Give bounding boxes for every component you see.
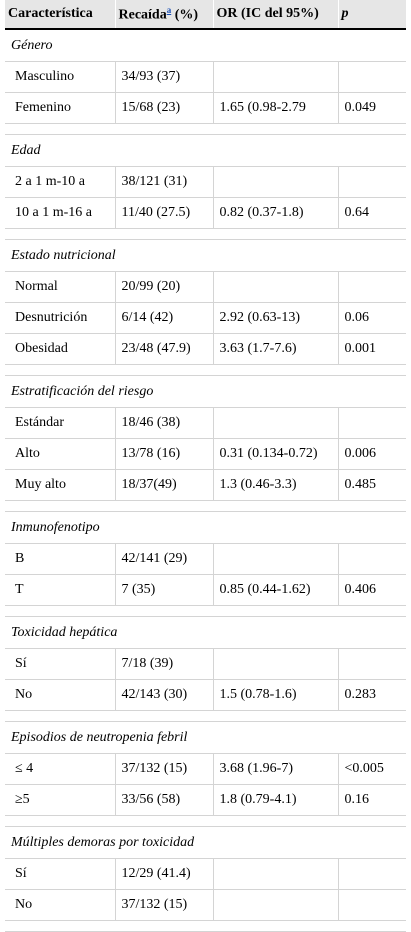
table-row — [5, 62, 406, 93]
table-row — [5, 890, 406, 921]
table-row — [5, 272, 406, 303]
row-label-cell: No — [5, 680, 115, 711]
section-title: Múltiples demoras por toxicidad — [5, 827, 406, 859]
table-row — [5, 680, 406, 711]
row-label-cell: B — [5, 544, 115, 575]
table-row — [5, 439, 406, 470]
table-row — [5, 575, 406, 606]
p-value-cell: 0.406 — [338, 575, 406, 606]
header-odds-ratio: OR (IC del 95%) — [213, 0, 338, 29]
p-value-cell — [338, 272, 406, 303]
p-value-cell — [338, 890, 406, 921]
table-row — [5, 93, 406, 124]
relapse-cell: 37/132 (15) — [115, 890, 213, 921]
relapse-cell: 13/78 (16) — [115, 439, 213, 470]
odds-ratio-cell — [213, 649, 338, 680]
section-title: Inmunofenotipo — [5, 512, 406, 544]
p-value-cell: 0.283 — [338, 680, 406, 711]
row-label-cell: Normal — [5, 272, 115, 303]
p-value-cell — [338, 167, 406, 198]
p-value-cell: 0.001 — [338, 334, 406, 365]
odds-ratio-cell — [213, 62, 338, 93]
section-header-row — [5, 512, 406, 544]
odds-ratio-cell: 0.82 (0.37-1.8) — [213, 198, 338, 229]
table-row — [5, 334, 406, 365]
row-label-cell: Muy alto — [5, 470, 115, 501]
row-label-cell: ≤ 4 — [5, 754, 115, 785]
header-characteristic: Característica — [5, 0, 115, 29]
spacer-cell — [5, 816, 406, 827]
relapse-cell: 11/40 (27.5) — [115, 198, 213, 229]
table-row — [5, 303, 406, 334]
odds-ratio-cell: 3.68 (1.96-7) — [213, 754, 338, 785]
row-label-cell: Masculino — [5, 62, 115, 93]
row-label-cell: 2 a 1 m-10 a — [5, 167, 115, 198]
odds-ratio-cell — [213, 859, 338, 890]
odds-ratio-cell: 0.31 (0.134-0.72) — [213, 439, 338, 470]
table-row — [5, 785, 406, 816]
header-relapse-suffix: (%) — [171, 7, 199, 23]
relapse-cell: 12/29 (41.4) — [115, 859, 213, 890]
spacer-cell — [5, 711, 406, 722]
odds-ratio-cell — [213, 408, 338, 439]
p-value-cell — [338, 649, 406, 680]
table-row — [5, 408, 406, 439]
section-spacer — [5, 501, 406, 512]
section-header-row — [5, 29, 406, 62]
section-title: Género — [5, 29, 406, 62]
spacer-cell — [5, 229, 406, 240]
relapse-cell: 7 (35) — [115, 575, 213, 606]
table-row — [5, 470, 406, 501]
odds-ratio-cell: 1.5 (0.78-1.6) — [213, 680, 338, 711]
section-spacer — [5, 124, 406, 135]
relapse-cell: 7/18 (39) — [115, 649, 213, 680]
section-header-row — [5, 376, 406, 408]
table-header — [5, 0, 406, 29]
section-spacer — [5, 606, 406, 617]
relapse-cell: 33/56 (58) — [115, 785, 213, 816]
section-spacer — [5, 365, 406, 376]
row-label-cell: Sí — [5, 649, 115, 680]
row-label-cell: T — [5, 575, 115, 606]
header-p-value: p — [338, 0, 406, 29]
p-value-cell — [338, 62, 406, 93]
table-body — [5, 29, 406, 932]
relapse-cell: 42/141 (29) — [115, 544, 213, 575]
table-row — [5, 754, 406, 785]
relapse-cell: 37/132 (15) — [115, 754, 213, 785]
p-value-cell — [338, 859, 406, 890]
header-relapse — [115, 0, 213, 29]
table-row — [5, 544, 406, 575]
table-row — [5, 859, 406, 890]
relapse-cell: 18/46 (38) — [115, 408, 213, 439]
p-value-cell: 0.64 — [338, 198, 406, 229]
p-value-cell — [338, 408, 406, 439]
odds-ratio-cell — [213, 167, 338, 198]
section-header-row — [5, 617, 406, 649]
p-value-cell: 0.485 — [338, 470, 406, 501]
relapse-cell: 20/99 (20) — [115, 272, 213, 303]
section-header-row — [5, 827, 406, 859]
p-value-cell — [338, 544, 406, 575]
p-value-cell: 0.16 — [338, 785, 406, 816]
p-value-cell: 0.06 — [338, 303, 406, 334]
p-value-cell: 0.006 — [338, 439, 406, 470]
relapse-cell: 42/143 (30) — [115, 680, 213, 711]
row-label-cell: Sí — [5, 859, 115, 890]
footnote-link[interactable]: a — [166, 4, 172, 15]
row-label-cell: No — [5, 890, 115, 921]
spacer-cell — [5, 124, 406, 135]
relapse-cell: 38/121 (31) — [115, 167, 213, 198]
relapse-cell: 34/93 (37) — [115, 62, 213, 93]
section-spacer — [5, 921, 406, 932]
table-row — [5, 198, 406, 229]
relapse-cell: 18/37(49) — [115, 470, 213, 501]
row-label-cell: 10 a 1 m-16 a — [5, 198, 115, 229]
table-row — [5, 167, 406, 198]
row-label-cell: ≥5 — [5, 785, 115, 816]
relapse-cell: 15/68 (23) — [115, 93, 213, 124]
section-header-row — [5, 722, 406, 754]
spacer-cell — [5, 365, 406, 376]
row-label-cell: Obesidad — [5, 334, 115, 365]
odds-ratio-cell — [213, 272, 338, 303]
odds-ratio-cell: 1.3 (0.46-3.3) — [213, 470, 338, 501]
section-title: Estado nutricional — [5, 240, 406, 272]
row-label-cell: Femenino — [5, 93, 115, 124]
row-label-cell: Alto — [5, 439, 115, 470]
p-value-cell: <0.005 — [338, 754, 406, 785]
section-header-row — [5, 135, 406, 167]
section-spacer — [5, 711, 406, 722]
odds-ratio-cell: 3.63 (1.7-7.6) — [213, 334, 338, 365]
section-spacer — [5, 229, 406, 240]
header-row — [5, 0, 406, 29]
relapse-risk-table — [5, 0, 406, 932]
odds-ratio-cell: 1.8 (0.79-4.1) — [213, 785, 338, 816]
relapse-cell: 6/14 (42) — [115, 303, 213, 334]
relapse-cell: 23/48 (47.9) — [115, 334, 213, 365]
table-row — [5, 649, 406, 680]
odds-ratio-cell — [213, 890, 338, 921]
spacer-cell — [5, 921, 406, 932]
section-header-row — [5, 240, 406, 272]
row-label-cell: Desnutrición — [5, 303, 115, 334]
section-spacer — [5, 816, 406, 827]
spacer-cell — [5, 606, 406, 617]
odds-ratio-cell: 2.92 (0.63-13) — [213, 303, 338, 334]
section-title: Toxicidad hepática — [5, 617, 406, 649]
section-title: Estratificación del riesgo — [5, 376, 406, 408]
row-label-cell: Estándar — [5, 408, 115, 439]
odds-ratio-cell: 1.65 (0.98-2.79 — [213, 93, 338, 124]
p-value-cell: 0.049 — [338, 93, 406, 124]
odds-ratio-cell — [213, 544, 338, 575]
odds-ratio-cell: 0.85 (0.44-1.62) — [213, 575, 338, 606]
header-relapse-label: Recaída — [118, 7, 167, 23]
section-title: Edad — [5, 135, 406, 167]
section-title: Episodios de neutropenia febril — [5, 722, 406, 754]
spacer-cell — [5, 501, 406, 512]
